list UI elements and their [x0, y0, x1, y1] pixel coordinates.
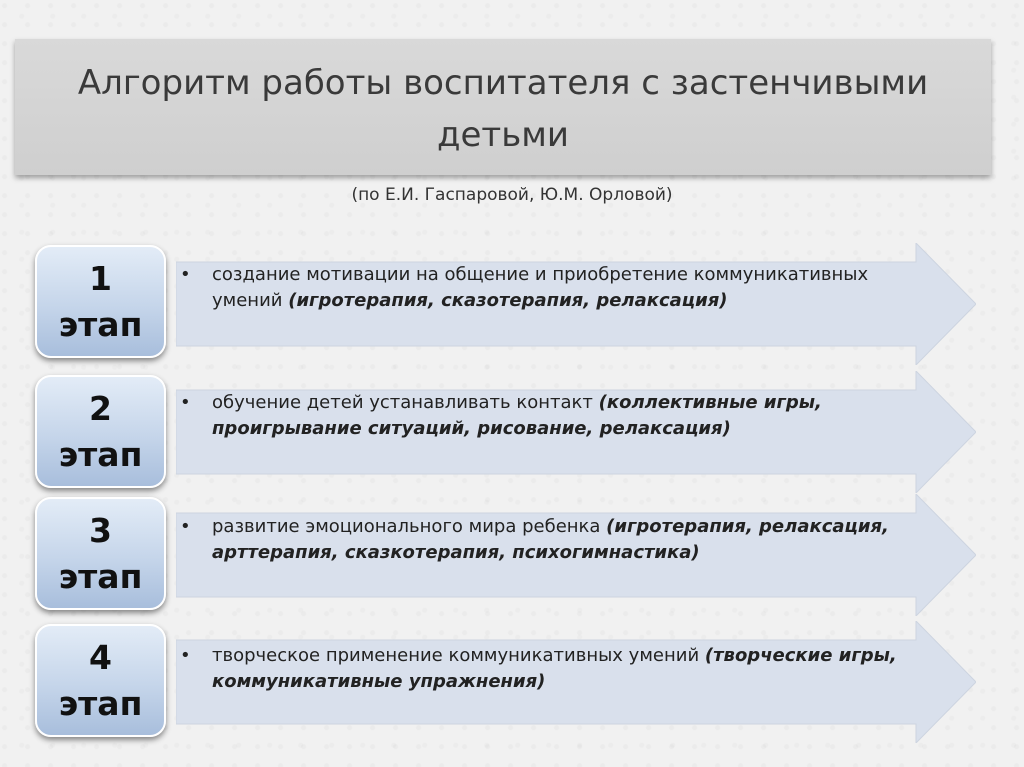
bullet-icon: •: [180, 264, 191, 285]
stage-methods: (коллективные игры, проигрывание ситуаций, рисование, релаксация): [212, 392, 822, 439]
stage-number: 3: [89, 510, 112, 550]
stage-word: этап: [58, 683, 143, 723]
stage-methods: (игротерапия, релаксация, арттерапия, сказкотерапия, психогимнастика): [212, 516, 889, 563]
page-title: Алгоритм работы воспитателя с застенчивыми детьми: [77, 63, 929, 155]
stage-text: создание мотивации на общение и приобретение коммуникативных умений: [212, 264, 869, 311]
stage-4-description: [180, 643, 916, 695]
bullet-icon: •: [180, 392, 191, 413]
title-box: [15, 39, 991, 175]
stage-number: 2: [89, 388, 112, 428]
stage-number: 1: [89, 258, 112, 298]
stage-2-description: [180, 390, 916, 442]
stage-text: творческое применение коммуникативных умений: [212, 645, 700, 666]
bullet-icon: •: [180, 645, 191, 666]
stage-1-badge: [35, 245, 166, 358]
stage-3-description: [180, 514, 916, 566]
page-subtitle: (по Е.И. Гаспаровой, Ю.М. Орловой): [351, 185, 673, 205]
stage-text: развитие эмоционального мира ребенка: [212, 516, 601, 537]
stage-methods: (творческие игры, коммуникативные упражнения): [212, 645, 897, 692]
stage-word: этап: [58, 304, 143, 344]
stage-2-badge: [35, 375, 166, 488]
stage-1-description: [180, 262, 916, 314]
stage-number: 4: [89, 637, 112, 677]
stage-word: этап: [58, 434, 143, 474]
stage-text: обучение детей устанавливать контакт: [212, 392, 593, 413]
stage-methods: (игротерапия, сказотерапия, релаксация): [288, 290, 728, 311]
stage-3-badge: [35, 497, 166, 610]
stage-4-badge: [35, 624, 166, 737]
stage-word: этап: [58, 556, 143, 596]
bullet-icon: •: [180, 516, 191, 537]
